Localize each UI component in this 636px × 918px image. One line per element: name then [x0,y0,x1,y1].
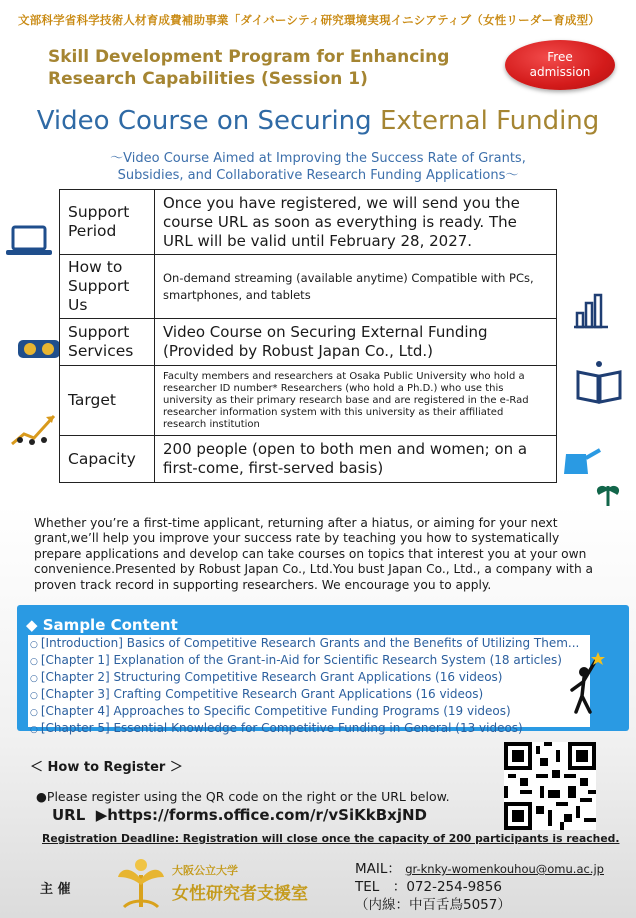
sample-item-text: [Introduction] Basics of Competitive Research Grants and the Benefits of Utilizing Them... [40,636,580,650]
reaching-person-icon [566,650,606,714]
target-value: Faculty members and researchers at Osaka Public University who hold a researcher ID number* Researchers (who hold a Ph.D.) who use this university as their primary research base and are registered in the e-Rad researcher information system with this university as their affiliated research institution [155,366,557,436]
table-row [60,366,557,436]
mail-link[interactable]: gr-knky-womenkouhou@omu.ac.jp [405,862,604,876]
sample-content-list [30,636,590,738]
bullet-icon: ○ [30,657,38,667]
table-row [60,319,557,366]
course-title-part1: Video Course on Securing [36,106,380,136]
how-to-support-label: How to Support Us [60,255,155,319]
capacity-label: Capacity [60,436,155,483]
table-row [60,190,557,255]
mail-row [355,860,604,878]
free-admission-badge [505,40,615,90]
open-book-icon [574,358,624,404]
support-period-value: Once you have registered, we will send you the course URL as soon as everything is ready. The URL will be valid until February 28, 2027. [155,190,557,255]
free-badge-line1: Free [547,50,573,64]
mail-label: MAIL： [355,861,401,877]
sample-item-text: [Chapter 4] Approaches to Specific Competitive Funding Programs (19 videos) [40,704,511,718]
support-services-label: Support Services [60,319,155,366]
tel-row [355,878,604,896]
register-instruction: ●Please register using the QR code on the right or the URL below. [36,789,450,804]
list-item [30,704,590,721]
info-table [59,189,557,483]
course-title [0,104,636,138]
free-badge-line2: admission [529,65,591,79]
growth-chart-people-icon [10,410,58,450]
url-label: URL [52,806,86,824]
sample-item-text: [Chapter 2] Structuring Competitive Research Grant Applications (16 videos) [40,670,503,684]
program-title: Skill Development Program for Enhancing Research Capabilities (Session 1) [48,47,450,89]
university-logo-icon [112,855,170,911]
bullet-icon: ○ [30,708,38,718]
description-paragraph: Whether you’re a first-time applicant, returning after a hiatus, or aiming for your next grant,we’ll help you improve your success rate by teaching you how to systematically prepare applications and develop can take courses on topics that interest you at your own convenience.Presented by Robust Japan Co., Ltd.You bust Japan Co., Ltd., a company with a proven track record in supporting researchers. We encourage you to apply. [34,516,594,592]
sponsor-line: 文部科学省科学技術人材育成費補助事業「ダイバーシティ研究環境実現イニシアティブ（女性リーダー育成型） [18,13,601,27]
course-title-part2: External Funding [379,106,600,136]
capacity-value: 200 people (open to both men and women; on a first-come, first-served basis) [155,436,557,483]
table-row [60,436,557,483]
logo-university-name: 大阪公立大学 [172,864,238,877]
sample-content-heading: ◆ Sample Content [26,616,178,634]
course-subtitle [30,150,606,184]
list-item [30,721,590,738]
subtitle-line1: ～Video Course Aimed at Improving the Success Rate of Grants, [110,151,526,166]
tel-label: TEL ： [355,879,407,895]
register-url-link[interactable]: ▶https://forms.office.com/r/vSiKkBxjND [95,806,427,824]
tel-number: 072-254-9856 [406,879,502,895]
contact-block [355,860,604,914]
support-services-value: Video Course on Securing External Funding (Provided by Robust Japan Co., Ltd.) [155,319,557,366]
sample-item-text: [Chapter 5] Essential Knowledge for Competitive Funding in General (13 videos) [40,721,523,735]
sample-item-text: [Chapter 1] Explanation of the Grant-in-Aid for Scientific Research System (18 articles) [40,653,562,667]
bullet-icon: ○ [30,691,38,701]
support-period-label: Support Period [60,190,155,255]
list-item [30,670,590,687]
how-to-support-value: On-demand streaming (available anytime) Compatible with PCs, smartphones, and tablets [155,255,557,319]
subtitle-line2: Subsidies, and Collaborative Research Funding Applications～ [117,168,519,183]
logo-office-name: 女性研究者支援室 [172,884,308,904]
bullet-icon: ○ [30,674,38,684]
list-item [30,653,590,670]
laptop-icon [4,224,54,258]
register-url-line [52,806,427,824]
bullet-icon: ○ [30,640,38,650]
extension: （内線：中百舌鳥5057） [355,897,511,913]
how-to-register-heading: ＜ How to Register ＞ [30,760,183,775]
sample-item-text: [Chapter 3] Crafting Competitive Research Grant Applications (16 videos) [40,687,484,701]
list-item [30,636,590,653]
bullet-icon: ○ [30,725,38,735]
target-label: Target [60,366,155,436]
watering-plant-icon [560,446,624,510]
host-label: 主 催 [40,882,71,897]
registration-deadline: Registration Deadline: Registration will close once the capacity of 200 participants is reached. [42,832,620,845]
qr-code[interactable] [504,742,596,830]
list-item [30,687,590,704]
table-row [60,255,557,319]
vr-goggles-icon [16,332,62,366]
bar-chart-icon [574,291,610,329]
